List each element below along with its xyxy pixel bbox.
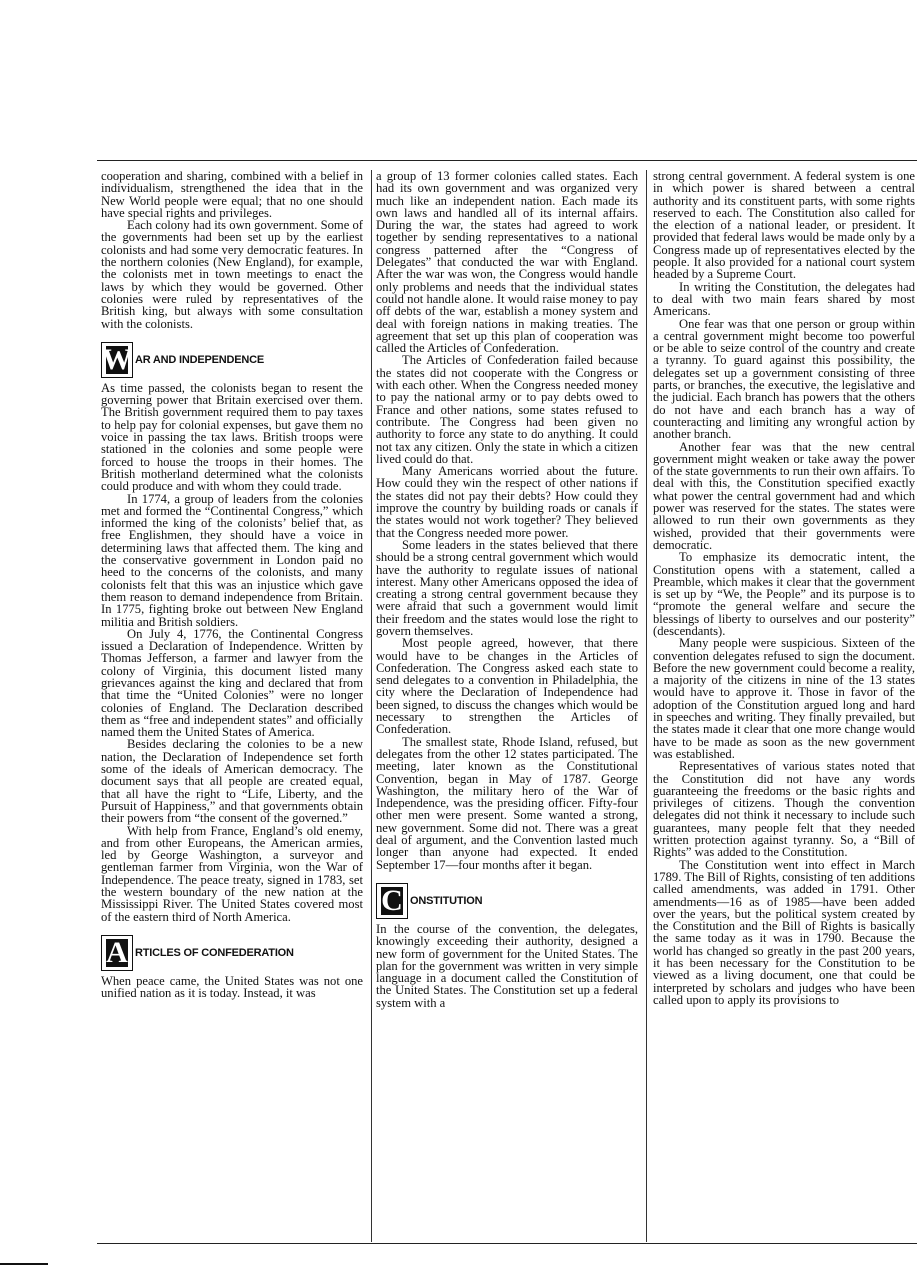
paragraph: The Articles of Confederation failed because the states did not cooperate with the Congress or with each other. When the Congress needed money to pay the national army or to pay debts owed to France and other nations, some states refused to contribute. The Congress had been given no authority to force any state to do anything. It could not tax any citizen. Only the state in which a citizen lived could do that.: [376, 353, 638, 466]
paragraph: When peace came, the United States was not one unified nation as it is today. Instead, it was: [101, 973, 363, 1001]
bottom-rule: [97, 1243, 917, 1244]
paragraph: The Constitution went into effect in March 1789. The Bill of Rights, consisting of ten additions called amendments, was added in 1791. Other amendments—16 as of 1985—have been added over the years, but the political system created by the Constitution and the Bill of Rights is basically the same today as it was in 1790. Because the world has changed so greatly in the past 200 years, it has been necessary for the Constitution to be viewed as a living document, one that could be interpreted by scholars and judges who have been called upon to apply its provisions to: [653, 857, 915, 1007]
column-divider-right: [646, 170, 647, 1242]
paragraph: cooperation and sharing, combined with a belief in individualism, strengthened the idea that in the New World people were equal; that no one should have special rights and privileges.: [101, 169, 363, 220]
section-heading-war-and-independence: [101, 342, 363, 378]
paragraph: With help from France, England’s old enemy, and from other Europeans, the American armies, led by George Washington, a surveyor and gentleman farmer from Virginia, won the War of Independence. The peace treaty, signed in 1783, set the western boundary of the new nation at the Mississippi River. The United States covered most of the eastern third of North America.: [101, 823, 363, 924]
column-2: [376, 170, 638, 1009]
section-heading-text: RTICLES OF CONFEDERATION: [135, 946, 294, 959]
paragraph: In writing the Constitution, the delegates had to deal with two main fears shared by most Americans.: [653, 279, 915, 319]
paragraph: The smallest state, Rhode Island, refused, but delegates from the other 12 states participated. The meeting, later known as the Constitutional Convention, began in May of 1787. George Washington, the military hero of the War of Independence, was the presiding officer. Fifty-four other men were present. Some wanted a strong, new government. Some did not. There was a great deal of argument, and the Convention lasted much longer than anyone had expected. It ended September 17—four months after it began.: [376, 734, 638, 872]
column-3: [653, 170, 915, 1006]
column-divider-left: [371, 170, 372, 1242]
paragraph: Many people were suspicious. Sixteen of the convention delegates refused to sign the document. Before the new government could become a reality, a majority of the citizens in nine of the 13 states would have to approve it. Those in favor of the adoption of the Constitution argued long and hard in speeches and writing. They finally prevailed, but the states made it clear that one more change would have to be made as soon as the new government was established.: [653, 636, 915, 761]
paragraph: a group of 13 former colonies called states. Each had its own government and was organized very much like an independent nation. Each made its own laws and handled all of its internal affairs. During the war, the states had agreed to work together by sending representatives to a national congress patterned after the “Congress of Delegates” that conducted the war with England. After the war was won, the Congress would handle only problems and needs that the individual states could not handle alone. It would raise money to pay off debts of the war, establish a money system and deal with foreign nations in making treaties. The agreement that set up this plan of cooperation was called the Articles of Confederation.: [376, 169, 638, 356]
paragraph: One fear was that one person or group within a central government might become too powerful or be able to seize control of the country and create a tyranny. To guard against this possibility, the delegates set up a government consisting of three parts, or branches, the executive, the legislative and the judicial. Each branch has powers that the others do not have and each branch has a way of counteracting and limiting any wrongful action by another branch.: [653, 316, 915, 442]
paragraph: On July 4, 1776, the Continental Congress issued a Declaration of Independence. Written by Thomas Jefferson, a farmer and lawyer from the colony of Virginia, this document listed many grievances against the king and declared that from that time the “United Colonies” were no longer colonies of England. The Declaration described them as “free and independent states” and officially named them the United States of America.: [101, 626, 363, 740]
paragraph: Some leaders in the states believed that there should be a strong central government which would have the authority to regulate issues of national interest. Many other Americans opposed the idea of creating a strong central government because they were afraid that such a government would limit their freedom and the states would lose the right to govern themselves.: [376, 537, 638, 638]
drop-cap: W: [102, 342, 132, 376]
paragraph: Each colony had its own government. Some of the governments had been set up by the earliest colonists and had some very democratic features. In the northern colonies (New England), for example, the colonists met in town meetings to enact the laws by which they would be governed. Other colonies were ruled by representatives of the British king, but always with some consultation with the colonists.: [101, 218, 363, 331]
paragraph: Besides declaring the colonies to be a new nation, the Declaration of Independence set forth some of the ideals of American democracy. The document says that all people are created equal, that all have the right to “Life, Liberty, and the Pursuit of Happiness,” and that governments obtain their powers from “the consent of the governed.”: [101, 737, 363, 826]
paragraph: In 1774, a group of leaders from the colonies met and formed the “Continental Congress,” which informed the king of the colonists’ belief that, as free Englishmen, they should have a voice in determining laws that affected them. The king and the conservative government in London paid no heed to the concerns of the colonists, and many colonists felt that this was an injustice which gave them reason to demand independence from Britain. In 1775, fighting broke out between New England militia and British soldiers.: [101, 491, 363, 629]
section-heading-articles-of-confederation: [101, 935, 363, 971]
paragraph: As time passed, the colonists began to resent the governing power that Britain exercised over them. The British government required them to pay taxes to help pay for colonial expenses, but gave them no voice in passing the tax laws. British troops were stationed in the colonies and some people were forced to house the troops in their homes. The British motherland determined what the colonists could produce and with whom they could trade.: [101, 380, 363, 494]
column-1: [101, 170, 363, 1000]
top-rule: [97, 160, 917, 161]
section-heading-constitution: [376, 883, 638, 919]
paragraph: In the course of the convention, the delegates, knowingly exceeding their authority, designed a new form of government for the United States. The plan for the government was written in very simple language in a document called the Constitution of the United States. The Constitution set up a federal system with a: [376, 921, 638, 1010]
section-heading-text: ONSTITUTION: [410, 894, 483, 907]
paragraph: Many Americans worried about the future. How could they win the respect of other nations if the states did not pay their debts? How could they improve the country by building roads or canals if the states would not work together? They believed that the Congress needed more power.: [376, 464, 638, 540]
paragraph: Another fear was that the new central government might weaken or take away the power of the state governments to run their own affairs. To deal with this, the Constitution specified exactly what power the central government had and which power was reserved for the states. The states were allowed to run their own governments as they wished, provided that their governments were democratic.: [653, 439, 915, 552]
drop-cap: C: [376, 883, 408, 919]
paragraph: Representatives of various states noted that the Constitution did not have any words guaranteeing the freedoms or the basic rights and privileges of citizens. Though the convention delegates did not think it necessary to include such guarantees, many people felt that they needed written protection against tyranny. So, a “Bill of Rights” was added to the Constitution.: [653, 759, 915, 860]
section-heading-text: AR AND INDEPENDENCE: [135, 353, 265, 366]
paragraph: strong central government. A federal system is one in which power is shared between a central authority and its constituent parts, with some rights reserved to each. The Constitution also called for the election of a national leader, or president. It provided that federal laws would be made only by a Congress made up of representatives elected by the people. It also provided for a national court system headed by a Supreme Court.: [653, 169, 915, 282]
page-edge-mark: [0, 1263, 48, 1265]
paragraph: Most people agreed, however, that there would have to be changes in the Articles of Confederation. The Congress asked each state to send delegates to a convention in Philadelphia, the city where the Declaration of Independence had been signed, to discuss the changes which would be necessary to strengthen the Articles of Confederation.: [376, 636, 638, 737]
drop-cap: A: [101, 935, 133, 971]
paragraph: To emphasize its democratic intent, the Constitution opens with a statement, called a Preamble, which makes it clear that the government is set up by “We, the People” and its purpose is to “promote the general welfare and secure the blessings of liberty to ourselves and our posterity” (descendants).: [653, 550, 915, 638]
